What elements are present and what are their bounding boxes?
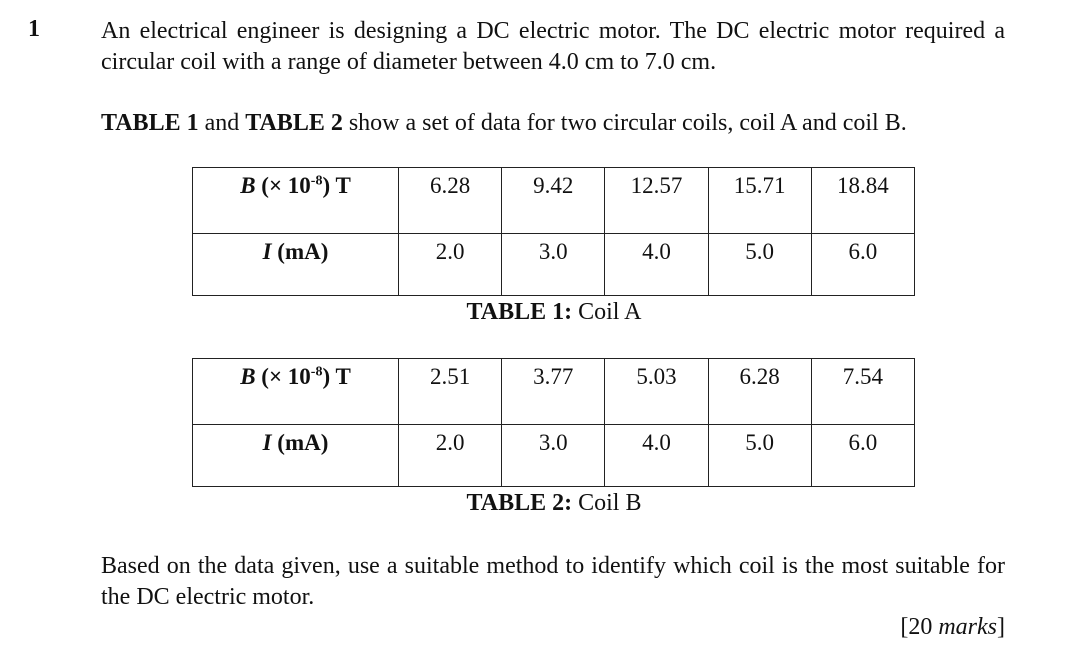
table-coil-a bbox=[192, 167, 915, 296]
table-cell: 3.0 bbox=[502, 234, 605, 296]
row-header-b bbox=[193, 168, 399, 234]
table-cell: 12.57 bbox=[605, 168, 708, 234]
symbol-i: I bbox=[262, 239, 272, 264]
marks-close: ] bbox=[997, 614, 1005, 640]
table-cell: 2.51 bbox=[399, 359, 502, 425]
tables-sentence bbox=[101, 108, 1005, 139]
table2-caption-label: TABLE 2: bbox=[466, 490, 573, 516]
table-cell: 6.28 bbox=[399, 168, 502, 234]
table2-ref: TABLE 2 bbox=[245, 110, 343, 136]
i-unit: (mA) bbox=[271, 430, 329, 455]
table1-caption-text: Coil A bbox=[572, 299, 642, 325]
table-row-b-field bbox=[193, 359, 915, 425]
table-cell: 6.28 bbox=[708, 359, 811, 425]
b-unit: ) T bbox=[322, 173, 351, 198]
table-cell: 7.54 bbox=[811, 359, 914, 425]
table1-caption-label: TABLE 1: bbox=[466, 299, 573, 325]
table-row-current bbox=[193, 425, 915, 487]
b-exponent: -8 bbox=[310, 173, 323, 189]
table-row-current bbox=[193, 234, 915, 296]
symbol-b: B bbox=[240, 173, 256, 198]
marks-open: [20 bbox=[900, 614, 939, 640]
table-cell: 2.0 bbox=[399, 425, 502, 487]
symbol-b: B bbox=[240, 364, 256, 389]
table-cell: 6.0 bbox=[811, 425, 914, 487]
table1-ref: TABLE 1 bbox=[101, 110, 199, 136]
table-cell: 5.0 bbox=[708, 234, 811, 296]
table-cell: 4.0 bbox=[605, 234, 708, 296]
row-header-b bbox=[193, 359, 399, 425]
table-cell: 18.84 bbox=[811, 168, 914, 234]
question-instruction: Based on the data given, use a suitable method to identify which coil is the most suitable for the DC electric motor. bbox=[101, 553, 1005, 610]
marks-allocation bbox=[900, 614, 1005, 641]
table-cell: 3.77 bbox=[502, 359, 605, 425]
symbol-i: I bbox=[262, 430, 272, 455]
table2-caption bbox=[0, 490, 1080, 517]
question-number: 1 bbox=[28, 16, 40, 42]
table-coil-b bbox=[192, 358, 915, 487]
table-cell: 6.0 bbox=[811, 234, 914, 296]
table-row-b-field bbox=[193, 168, 915, 234]
table-cell: 2.0 bbox=[399, 234, 502, 296]
table-cell: 15.71 bbox=[708, 168, 811, 234]
i-unit: (mA) bbox=[271, 239, 329, 264]
tables-sentence-rest: show a set of data for two circular coils, coil A and coil B. bbox=[342, 110, 907, 136]
b-multiplier: (× 10 bbox=[255, 364, 311, 389]
table-cell: 4.0 bbox=[605, 425, 708, 487]
row-header-i bbox=[193, 425, 399, 487]
row-header-i bbox=[193, 234, 399, 296]
table-cell: 3.0 bbox=[502, 425, 605, 487]
table1-caption bbox=[0, 299, 1080, 326]
table-cell: 5.03 bbox=[605, 359, 708, 425]
b-multiplier: (× 10 bbox=[255, 173, 311, 198]
table2-caption-text: Coil B bbox=[572, 490, 642, 516]
b-exponent: -8 bbox=[310, 364, 323, 380]
table-cell: 9.42 bbox=[502, 168, 605, 234]
marks-word: marks bbox=[938, 614, 997, 640]
and-text: and bbox=[198, 110, 246, 136]
table-cell: 5.0 bbox=[708, 425, 811, 487]
b-unit: ) T bbox=[322, 364, 351, 389]
question-intro: An electrical engineer is designing a DC electric motor. The DC electric motor required a circular coil with a range of diameter between 4.0 cm to 7.0 cm. bbox=[101, 18, 1005, 75]
